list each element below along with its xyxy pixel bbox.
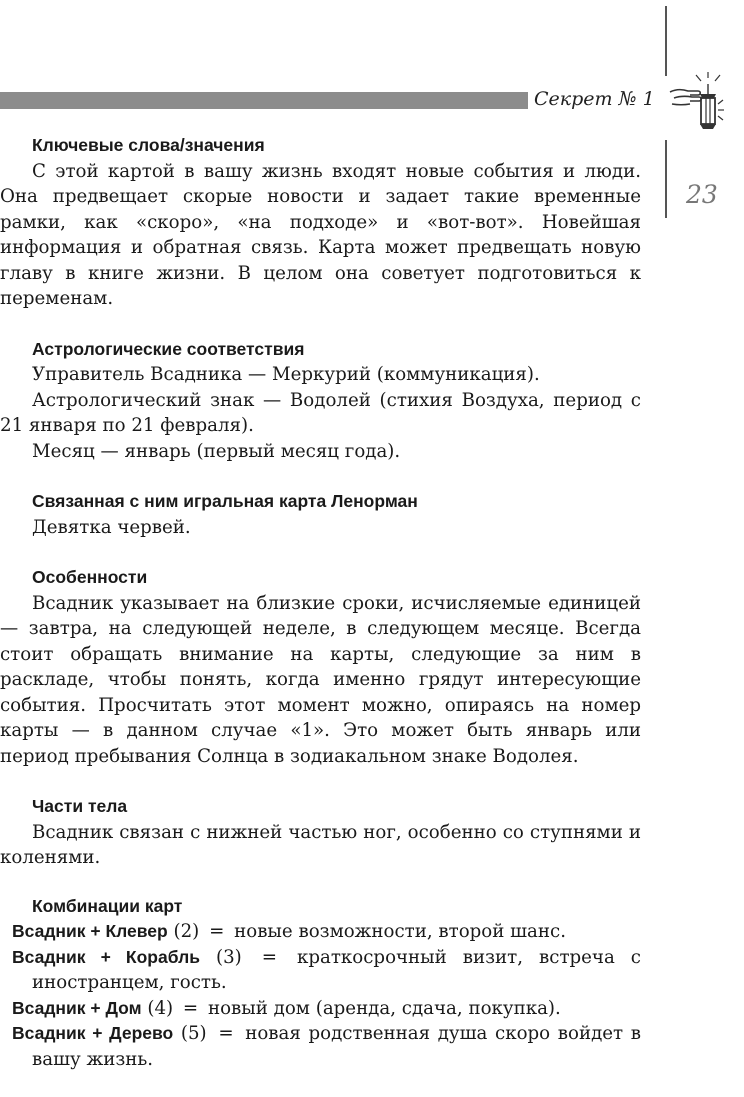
running-header: Секрет № 1 bbox=[534, 88, 655, 110]
section-body-parts bbox=[0, 794, 641, 871]
section-text: Всадник связан с нижней частью ног, особенно со ступнями и коленями. bbox=[0, 821, 641, 868]
combination-item bbox=[0, 919, 641, 945]
section-title: Части тела bbox=[32, 796, 128, 816]
section-title: Комбинации карт bbox=[32, 895, 183, 916]
side-rule-bottom bbox=[665, 140, 667, 218]
combination-equals: = bbox=[218, 1023, 234, 1044]
combination-lead: Всадник + Дерево bbox=[12, 1023, 174, 1043]
astrology-line: Астрологический знак — Водолей (стихия Воздуха, период с 21 января по 21 февраля). bbox=[0, 389, 641, 436]
combination-number: (4) bbox=[147, 997, 174, 1019]
section-keywords bbox=[0, 133, 641, 312]
combination-text: краткосрочный визит, встреча с иностранцем, гость. bbox=[32, 946, 641, 993]
combination-lead: Всадник + Клевер bbox=[12, 921, 168, 941]
combination-equals: = bbox=[209, 921, 225, 942]
combination-item bbox=[0, 996, 641, 1022]
section-playing-card bbox=[0, 489, 641, 540]
combination-item bbox=[0, 945, 641, 996]
lantern-icon bbox=[668, 72, 726, 142]
section-title: Ключевые слова/значения bbox=[32, 135, 265, 155]
astrology-line: Месяц — январь (первый месяц года). bbox=[32, 440, 401, 462]
header-bar bbox=[0, 92, 528, 109]
section-text: Девятка червей. bbox=[32, 516, 191, 538]
section-combinations bbox=[0, 894, 641, 1073]
astrology-line: Управитель Всадника — Меркурий (коммуникация). bbox=[32, 364, 540, 385]
combination-text: новые возможности, второй шанс. bbox=[234, 921, 566, 942]
section-title: Особенности bbox=[32, 567, 148, 587]
section-title: Связанная с ним игральная карта Ленорман bbox=[32, 491, 418, 511]
combination-equals: = bbox=[182, 997, 199, 1019]
combination-equals: = bbox=[261, 946, 277, 968]
page-number: 23 bbox=[686, 180, 718, 209]
section-text: С этой картой в вашу жизнь входят новые события и люди. Она предвещает скорые новости и задает такие временные рамки, как «скоро», «на подходе» и «вот-вот». Новейшая информация и обратная связь. Карта может предвещать новую главу в книге жизни. В целом она советует подготовиться к переменам. bbox=[0, 160, 641, 309]
section-features bbox=[0, 565, 641, 769]
side-rule-top bbox=[665, 6, 667, 76]
combination-text: новая родственная душа скоро войдет в вашу жизнь. bbox=[32, 1023, 641, 1070]
combination-number: (5) bbox=[180, 1023, 207, 1044]
combination-number: (2) bbox=[173, 921, 200, 942]
combination-text: новый дом (аренда, сдача, покупка). bbox=[207, 997, 561, 1019]
combination-item bbox=[0, 1021, 641, 1072]
combination-lead: Всадник + Корабль bbox=[12, 946, 200, 967]
section-astrology bbox=[0, 337, 641, 465]
combination-number: (3) bbox=[215, 946, 242, 968]
combination-lead: Всадник + Дом bbox=[12, 997, 142, 1018]
section-text: Всадник указывает на близкие сроки, исчисляемые единицей — завтра, на следующей неделе, в следующем месяце. Всегда стоит обращать внимание на карты, следующие за ним в раскладе, чтобы понять, когда именно грядут интересующие события. Просчитать этот момент можно, опираясь на номер карты — в данном случае «1». Это может быть январь или период пребывания Солнца в зодиакальном знаке Водолея. bbox=[0, 592, 641, 767]
page-content bbox=[0, 133, 641, 1097]
section-title: Астрологические соответствия bbox=[32, 338, 305, 359]
